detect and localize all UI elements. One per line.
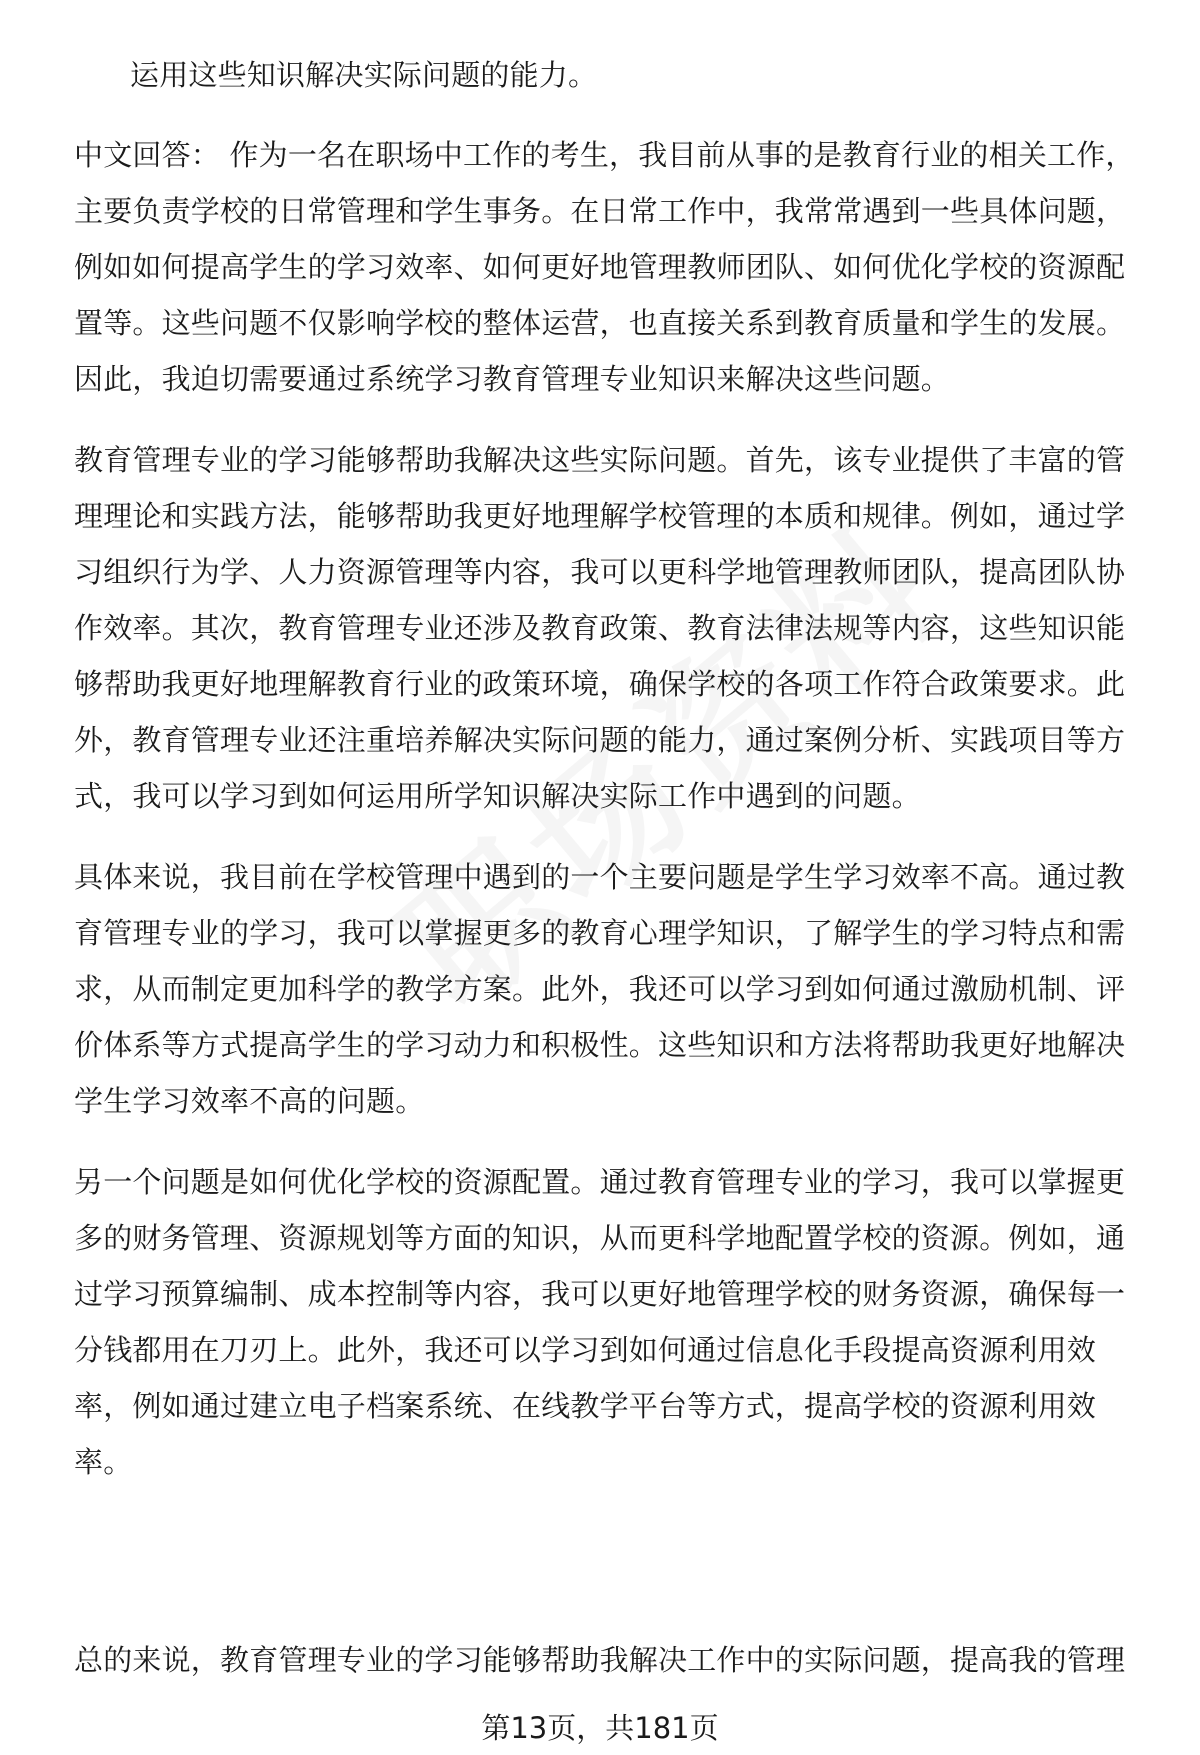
text-line: 多的财务管理、资源规划等方面的知识，从而更科学地配置学校的资源。例如，通: [74, 1221, 1126, 1255]
text-line: 主要负责学校的日常管理和学生事务。在日常工作中，我常常遇到一些具体问题，: [74, 194, 1126, 228]
text-line: 因此，我迫切需要通过系统学习教育管理专业知识来解决这些问题。: [74, 362, 951, 396]
text-line: 分钱都用在刀刃上。此外，我还可以学习到如何通过信息化手段提高资源利用效: [74, 1333, 1097, 1367]
text-line: 理理论和实践方法，能够帮助我更好地理解学校管理的本质和规律。例如，通过学: [74, 499, 1126, 533]
text-line: 率，例如通过建立电子档案系统、在线教学平台等方式，提高学校的资源利用效: [74, 1389, 1097, 1423]
text-line: 习组织行为学、人力资源管理等内容，我可以更科学地管理教师团队，提高团队协: [74, 555, 1126, 589]
text-line: 例如如何提高学生的学习效率、如何更好地管理教师团队、如何优化学校的资源配: [74, 250, 1126, 284]
text-line: 够帮助我更好地理解教育行业的政策环境，确保学校的各项工作符合政策要求。此: [74, 667, 1126, 701]
text-line: 另一个问题是如何优化学校的资源配置。通过教育管理专业的学习，我可以掌握更: [74, 1165, 1126, 1199]
text-line: 教育管理专业的学习能够帮助我解决这些实际问题。首先，该专业提供了丰富的管: [74, 443, 1126, 477]
text-line: 作效率。其次，教育管理专业还涉及教育政策、教育法律法规等内容，这些知识能: [74, 611, 1126, 645]
text-line: 过学习预算编制、成本控制等内容，我可以更好地管理学校的财务资源，确保每一: [74, 1277, 1126, 1311]
text-line: 外，教育管理专业还注重培养解决实际问题的能力，通过案例分析、实践项目等方: [74, 723, 1126, 757]
page-indicator: 第13页，共181页: [481, 1711, 719, 1745]
text-line: 价体系等方式提高学生的学习动力和积极性。这些知识和方法将帮助我更好地解决: [74, 1028, 1126, 1062]
text-line: 率。: [74, 1445, 133, 1479]
text-line: 学生学习效率不高的问题。: [74, 1084, 425, 1118]
text-line: 式，我可以学习到如何运用所学知识解决实际工作中遇到的问题。: [74, 779, 921, 813]
text-line: 总的来说，教育管理专业的学习能够帮助我解决工作中的实际问题，提高我的管理: [74, 1643, 1126, 1677]
text-line: 运用这些知识解决实际问题的能力。: [130, 58, 598, 92]
text-line: 求，从而制定更加科学的教学方案。此外，我还可以学习到如何通过激励机制、评: [74, 972, 1126, 1006]
text-line: 中文回答： 作为一名在职场中工作的考生，我目前从事的是教育行业的相关工作，: [74, 138, 1135, 172]
text-line: 置等。这些问题不仅影响学校的整体运营，也直接关系到教育质量和学生的发展。: [74, 306, 1126, 340]
text-line: 具体来说，我目前在学校管理中遇到的一个主要问题是学生学习效率不高。通过教: [74, 860, 1126, 894]
text-line: 育管理专业的学习，我可以掌握更多的教育心理学知识，了解学生的学习特点和需: [74, 916, 1126, 950]
